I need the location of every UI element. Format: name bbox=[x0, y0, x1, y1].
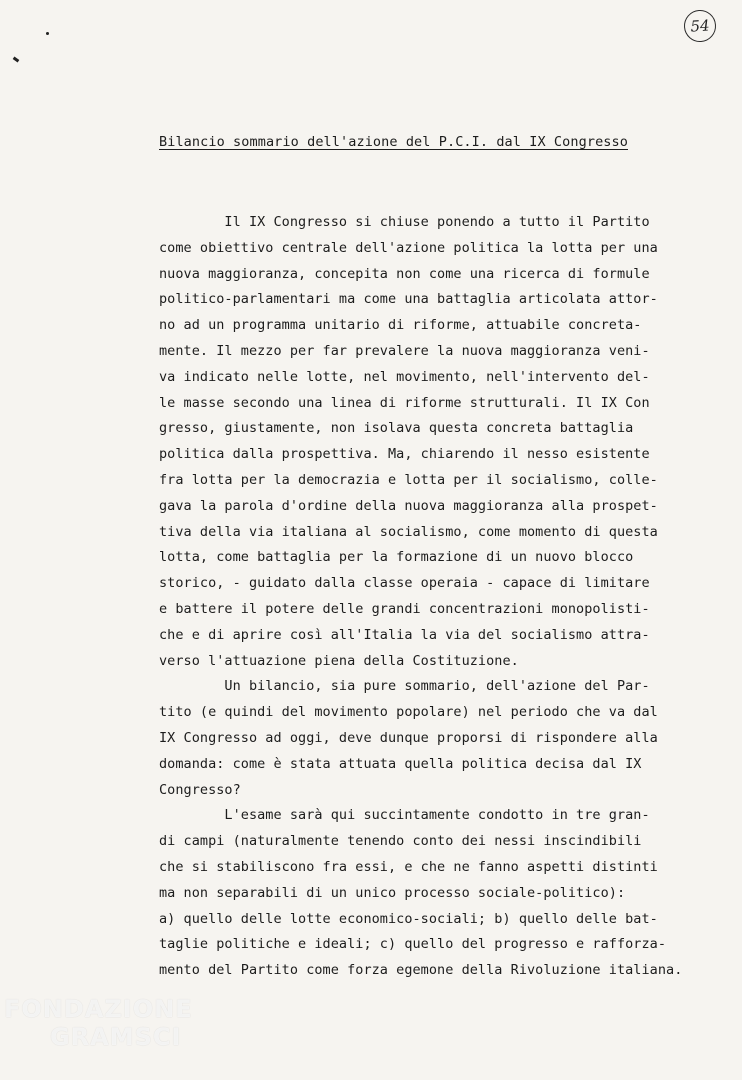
text-line: storico, - guidato dalla classe operaia - capace di limitare bbox=[159, 575, 650, 592]
watermark-line: GRAMSCI bbox=[50, 1023, 182, 1051]
text-line: politica dalla prospettiva. Ma, chiarendo il nesso esistente bbox=[159, 446, 650, 463]
text-line: fra lotta per la democrazia e lotta per il socialismo, colle- bbox=[159, 471, 658, 488]
page-number: 54 bbox=[683, 9, 717, 43]
text-line: mento del Partito come forza egemone della Rivoluzione italiana. bbox=[159, 962, 683, 979]
text-line: domanda: come è stata attuata quella politica decisa dal IX bbox=[159, 755, 642, 772]
ink-speck bbox=[13, 57, 20, 63]
text-line: IX Congresso ad oggi, deve dunque proporsi di rispondere alla bbox=[159, 729, 658, 746]
text-line: politico-parlamentari ma come una battaglia articolata attor- bbox=[159, 291, 658, 308]
text-line: di campi (naturalmente tenendo conto dei nessi inscindibili bbox=[159, 833, 642, 850]
text-line: va indicato nelle lotte, nel movimento, nell'intervento del- bbox=[159, 368, 650, 385]
text-line: taglie politiche e ideali; c) quello del progresso e rafforza- bbox=[159, 936, 667, 953]
text-line: tito (e quindi del movimento popolare) nel periodo che va dal bbox=[159, 704, 658, 721]
watermark-line: FONDAZIONE bbox=[4, 995, 193, 1023]
watermark-logo bbox=[4, 995, 193, 1051]
text-line: Il IX Congresso si chiuse ponendo a tutto il Partito bbox=[159, 214, 650, 230]
document-title: Bilancio sommario dell'azione del P.C.I. dal IX Congresso bbox=[159, 134, 628, 150]
text-line: Congresso? bbox=[159, 781, 241, 798]
text-line: no ad un programma unitario di riforme, attuabile concreta- bbox=[159, 317, 642, 334]
text-line: gava la parola d'ordine della nuova maggioranza alla prospet- bbox=[159, 497, 658, 514]
text-line: gresso, giustamente, non isolava questa concreta battaglia bbox=[159, 420, 634, 437]
text-line: e battere il potere delle grandi concentrazioni monopolisti- bbox=[159, 600, 650, 617]
text-line: come obiettivo centrale dell'azione politica la lotta per una bbox=[159, 239, 658, 256]
text-line: mente. Il mezzo per far prevalere la nuova maggioranza veni- bbox=[159, 342, 650, 359]
text-line: tiva della via italiana al socialismo, come momento di questa bbox=[159, 523, 658, 540]
text-line: lotta, come battaglia per la formazione di un nuovo blocco bbox=[159, 549, 634, 566]
text-line: nuova maggioranza, concepita non come una ricerca di formule bbox=[159, 265, 650, 282]
document-body bbox=[159, 214, 682, 988]
text-line: che si stabiliscono fra essi, e che ne fanno aspetti distinti bbox=[159, 858, 658, 875]
text-line: ma non separabili di un unico processo sociale-politico): bbox=[159, 884, 626, 901]
ink-speck bbox=[46, 32, 49, 35]
text-line: Un bilancio, sia pure sommario, dell'azione del Par- bbox=[159, 678, 650, 695]
text-line: le masse secondo una linea di riforme strutturali. Il IX Con bbox=[159, 394, 650, 411]
text-line: che e di aprire così all'Italia la via del socialismo attra- bbox=[159, 626, 650, 643]
text-line: verso l'attuazione piena della Costituzione. bbox=[159, 652, 519, 669]
text-line: L'esame sarà qui succintamente condotto in tre gran- bbox=[159, 807, 650, 824]
text-line: a) quello delle lotte economico-sociali; b) quello delle bat- bbox=[159, 910, 658, 927]
